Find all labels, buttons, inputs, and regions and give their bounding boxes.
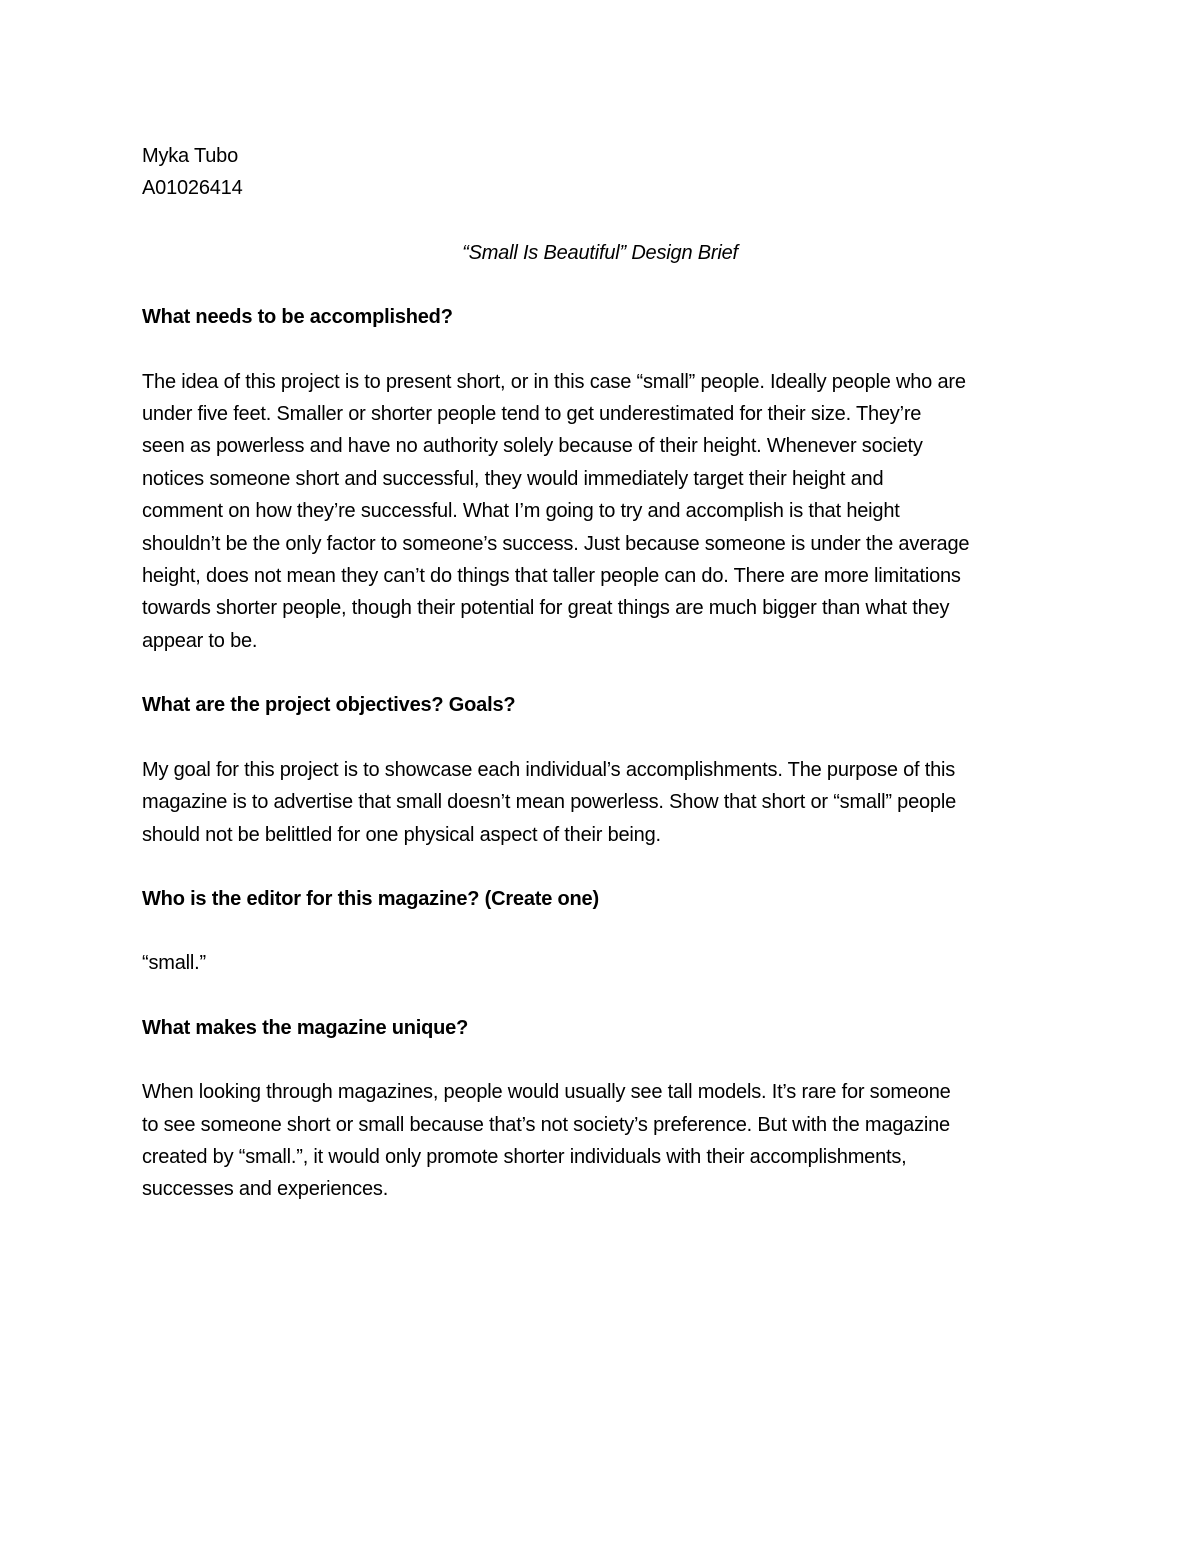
section-paragraph [142,366,1062,658]
paragraph-line: height, does not mean they can’t do things that taller people can do. There are more limitations [142,565,961,588]
paragraph-line: notices someone short and successful, they would immediately target their height and [142,467,884,490]
section-heading: What needs to be accomplished? [142,306,453,329]
paragraph-line: When looking through magazines, people would usually see tall models. It’s rare for someone [142,1081,951,1104]
paragraph-line: towards shorter people, though their potential for great things are much bigger than what they [142,597,950,620]
paragraph-line: shouldn’t be the only factor to someone’s success. Just because someone is under the average [142,532,970,555]
section-heading: Who is the editor for this magazine? (Create one) [142,887,599,910]
section-heading: What makes the magazine unique? [142,1016,469,1039]
paragraph-line: appear to be. [142,629,258,652]
paragraph-line: “small.” [142,952,206,975]
paragraph-line: should not be belittled for one physical aspect of their being. [142,823,661,846]
author-name: Myka Tubo [142,145,239,167]
document-body [142,140,1062,1238]
section-paragraph [142,947,1062,979]
student-id: A01026414 [142,177,243,200]
paragraph-line: created by “small.”, it would only promote shorter individuals with their accomplishments, [142,1145,907,1168]
paragraph-line: successes and experiences. [142,1178,389,1201]
document-title: “Small Is Beautiful” Design Brief [462,241,738,264]
section-heading: What are the project objectives? Goals? [142,694,516,717]
paragraph-line: comment on how they’re successful. What I’m going to try and accomplish is that height [142,500,900,523]
paragraph-line: magazine is to advertise that small doesn’t mean powerless. Show that short or “small” people [142,791,957,814]
paragraph-line: The idea of this project is to present short, or in this case “small” people. Ideally people who are [142,370,966,393]
section-paragraph [142,754,1062,851]
paragraph-line: to see someone short or small because that’s not society’s preference. But with the magazine [142,1113,950,1136]
paragraph-line: seen as powerless and have no authority solely because of their height. Whenever society [142,435,923,458]
paragraph-line: under five feet. Smaller or shorter people tend to get underestimated for their size. They’re [142,403,922,426]
paragraph-line: My goal for this project is to showcase each individual’s accomplishments. The purpose of this [142,758,956,781]
section-paragraph [142,1076,1062,1206]
